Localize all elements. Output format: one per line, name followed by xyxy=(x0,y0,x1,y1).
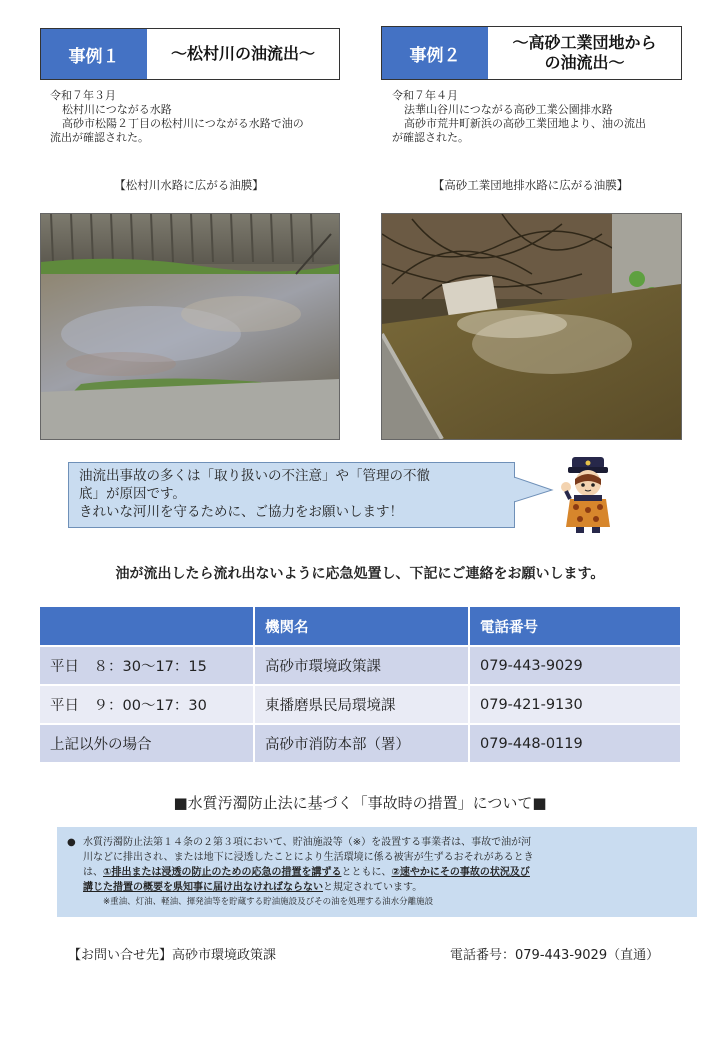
bubble-line1: 油流出事故の多くは「取り扱いの不注意」や「管理の不徹 xyxy=(79,468,430,484)
table-row xyxy=(40,724,680,762)
mascot-police-character-icon xyxy=(558,455,616,535)
instruction-text: 油が流出したら流れ出ないように応急処置し、下記にご連絡をお願いします。 xyxy=(115,566,605,582)
law-p3a: は、 xyxy=(83,867,103,878)
row1-time: 平日 ８：30〜17：15 xyxy=(40,646,254,685)
law-p4 xyxy=(83,880,687,895)
row2-phone: 079-421-9130 xyxy=(469,685,680,724)
case2-line2: 高砂市荒井町新浜の高砂工業団地より、油の流出 xyxy=(404,117,646,130)
law-p3 xyxy=(83,865,687,880)
row3-time: 上記以外の場合 xyxy=(40,724,254,762)
footer-phone: 電話番号：079-443-9029（直通） xyxy=(450,948,660,963)
case2-label: 事例２ xyxy=(382,27,488,79)
contact-table xyxy=(40,607,680,762)
case1-line1: 松村川につながる水路 xyxy=(62,103,172,116)
row3-org: 高砂市消防本部（署） xyxy=(254,724,469,762)
bubble-line3: きれいな河川を守るために、ご協力をお願いします！ xyxy=(79,504,403,520)
row1-phone: 079-443-9029 xyxy=(469,646,680,685)
case2-line1: 法華山谷川につながる高砂工業公園排水路 xyxy=(404,103,613,116)
law-p4a: 講じた措置の概要を県知事に届け出なければならない xyxy=(83,882,323,893)
table-header-org: 機関名 xyxy=(254,607,469,646)
law-p3c: とともに、 xyxy=(341,867,392,878)
table-header-row xyxy=(40,607,680,646)
case1-description xyxy=(50,89,340,145)
case2-photo xyxy=(381,213,682,440)
case1-header xyxy=(40,28,340,80)
case1-line2: 高砂市松陽２丁目の松村川につながる水路で油の xyxy=(62,117,304,130)
table-header-time xyxy=(40,607,254,646)
case2-description xyxy=(392,89,692,145)
case1-label: 事例１ xyxy=(41,29,147,79)
case2-date: 令和７年４月 xyxy=(392,89,458,102)
row2-time: 平日 ９：00〜17：30 xyxy=(40,685,254,724)
law-p1: 水質汚濁防止法第１４条の２第３項において、貯油施設等（※）を設置する事業者は、事故で油が河 xyxy=(83,837,532,848)
table-row xyxy=(40,685,680,724)
law-p3b: ①排出または浸透の防止のための応急の措置を講ずる xyxy=(103,867,342,878)
case1-title: 〜松村川の油流出〜 xyxy=(170,44,315,63)
row3-phone: 079-448-0119 xyxy=(469,724,680,762)
law-p3d: ②速やかにその事故の状況及び xyxy=(391,867,530,878)
case2-title-line1: 〜高砂工業団地から xyxy=(512,33,657,52)
row1-org: 高砂市環境政策課 xyxy=(254,646,469,685)
speech-bubble-tail xyxy=(514,476,554,506)
law-box xyxy=(57,827,697,917)
footer-inquiry: 【お問い合せ先】高砂市環境政策課 xyxy=(68,948,277,963)
case2-line3: が確認された。 xyxy=(392,131,469,144)
case1-date: 令和７年３月 xyxy=(50,89,116,102)
oil-film-waterway-illustration xyxy=(41,214,339,439)
case2-title-line2: の油流出〜 xyxy=(544,53,625,72)
table-row xyxy=(40,646,680,685)
case2-header xyxy=(381,26,682,80)
law-heading: ■水質汚濁防止法に基づく「事故時の措置」について■ xyxy=(173,794,547,812)
case1-photo xyxy=(40,213,340,440)
case1-caption: 【松村川水路に広がる油膜】 xyxy=(114,178,264,192)
industrial-drain-illustration xyxy=(382,214,681,439)
law-p2: 川などに排出され、または地下に浸透したことにより生活環境に係る被害が生ずるおそれがあるとき xyxy=(83,852,534,863)
law-p4b: と規定されています。 xyxy=(323,882,423,893)
case2-caption: 【高砂工業団地排水路に広がる油膜】 xyxy=(432,178,629,192)
case1-line3: 流出が確認された。 xyxy=(50,131,149,144)
table-header-phone: 電話番号 xyxy=(469,607,680,646)
bullet-icon: ● xyxy=(67,837,76,848)
speech-bubble xyxy=(68,462,515,528)
bubble-line2: 底」が原因です。 xyxy=(79,486,186,502)
case2-title xyxy=(488,27,681,79)
law-note: ※重油、灯油、軽油、揮発油等を貯蔵する貯油施設及びその油を処理する油水分離施設 xyxy=(103,897,434,907)
row2-org: 東播磨県民局環境課 xyxy=(254,685,469,724)
